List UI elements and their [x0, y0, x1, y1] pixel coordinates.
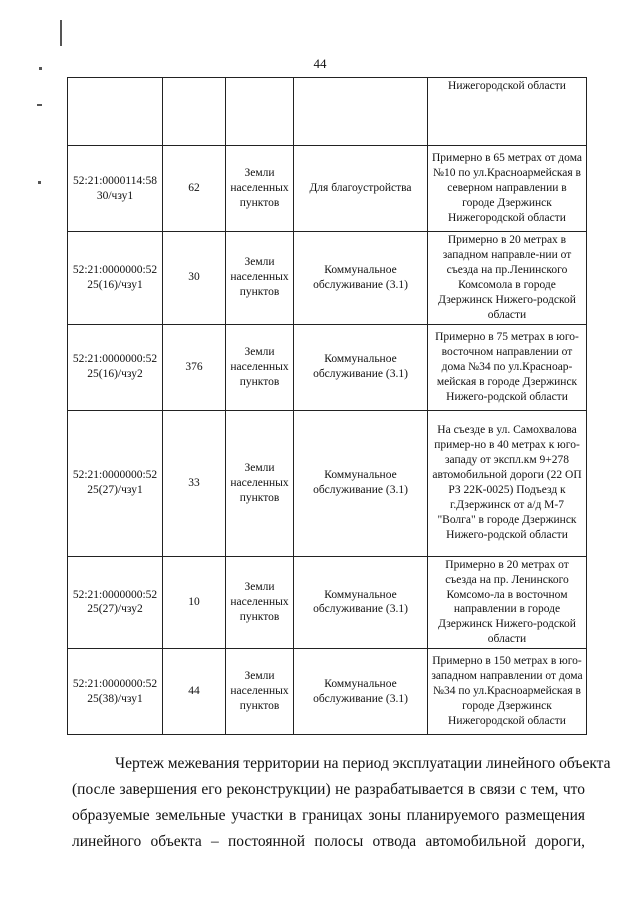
paragraph-line: Чертеж межевания территории на период эксплуатации линейного объекта: [115, 755, 611, 772]
cadastral-number-cell: 52:21:0000000:5225(16)/чзу2: [68, 324, 163, 410]
permitted-use-cell: Коммунальное обслуживание (3.1): [294, 649, 428, 735]
table-row: [68, 232, 587, 325]
area-cell: 33: [163, 410, 226, 556]
permitted-use-cell: Коммунальное обслуживание (3.1): [294, 232, 428, 325]
area-cell: 62: [163, 146, 226, 232]
location-description-cell: Нижегородской области: [428, 78, 587, 146]
cadastral-number-cell: 52:21:0000000:5225(27)/чзу1: [68, 410, 163, 556]
land-category-cell: Земли населенных пунктов: [226, 324, 294, 410]
table-row: [68, 324, 587, 410]
land-category-cell: [226, 78, 294, 146]
body-paragraph: [72, 751, 611, 855]
land-category-cell: Земли населенных пунктов: [226, 232, 294, 325]
cadastral-number-cell: 52:21:0000000:5225(38)/чзу1: [68, 649, 163, 735]
location-description-cell: Примерно в 150 метрах в юго-западном направлении от дома №34 по ул.Красноармейская в городе Дзержинск Нижегородской области: [428, 649, 587, 735]
area-cell: 44: [163, 649, 226, 735]
land-category-cell: Земли населенных пунктов: [226, 649, 294, 735]
location-description-cell: Примерно в 75 метрах в юго-восточном направлении от дома №34 по ул.Красноар-мейская в городе Дзержинск Нижего-родской области: [428, 324, 587, 410]
table-row: [68, 556, 587, 649]
area-cell: 10: [163, 556, 226, 649]
land-category-cell: Земли населенных пунктов: [226, 410, 294, 556]
cadastral-number-cell: 52:21:0000000:5225(16)/чзу1: [68, 232, 163, 325]
location-description-cell: Примерно в 20 метрах от съезда на пр. Ленинского Комсомо-ла в восточном направлении в городе Дзержинск Нижего-родской области: [428, 556, 587, 649]
paragraph-line: (после завершения его реконструкции) не разрабатывается в связи с тем, что: [72, 781, 585, 798]
table-row: [68, 78, 587, 146]
area-cell: 30: [163, 232, 226, 325]
scan-mark: [38, 181, 41, 184]
page-number: 44: [313, 56, 327, 71]
permitted-use-cell: Коммунальное обслуживание (3.1): [294, 324, 428, 410]
scan-mark: [60, 20, 62, 46]
permitted-use-cell: [294, 78, 428, 146]
table-row: [68, 146, 587, 232]
area-cell: [163, 78, 226, 146]
location-description-cell: На съезде в ул. Самохвалова пример-но в 40 метрах к юго-западу от экспл.км 9+278 автомобильной дороги (22 ОП РЗ 22К-0025) Подъезд к г.Дзержинск от а/д М-7 "Волга" в городе Дзержинск Нижего-родской области: [428, 410, 587, 556]
cadastral-number-cell: 52:21:0000000:5225(27)/чзу2: [68, 556, 163, 649]
scan-mark: [37, 104, 42, 106]
area-cell: 376: [163, 324, 226, 410]
table-row: [68, 649, 587, 735]
paragraph-line: линейного объекта – постоянной полосы отвода автомобильной дороги,: [72, 833, 585, 850]
permitted-use-cell: Коммунальное обслуживание (3.1): [294, 410, 428, 556]
location-description-cell: Примерно в 20 метрах в западном направле-нии от съезда на пр.Ленинского Комсомола в городе Дзержинск Нижего-родской области: [428, 232, 587, 325]
permitted-use-cell: Коммунальное обслуживание (3.1): [294, 556, 428, 649]
land-category-cell: Земли населенных пунктов: [226, 146, 294, 232]
land-category-cell: Земли населенных пунктов: [226, 556, 294, 649]
land-plots-table: [67, 77, 587, 735]
paragraph-line: образуемые земельные участки в границах зоны планируемого размещения: [72, 807, 585, 824]
table-row: [68, 410, 587, 556]
cadastral-number-cell: 52:21:0000114:5830/чзу1: [68, 146, 163, 232]
cadastral-number-cell: [68, 78, 163, 146]
permitted-use-cell: Для благоустройства: [294, 146, 428, 232]
location-description-cell: Примерно в 65 метрах от дома №10 по ул.Красноармейская в северном направлении в городе Дзержинск Нижегородской области: [428, 146, 587, 232]
